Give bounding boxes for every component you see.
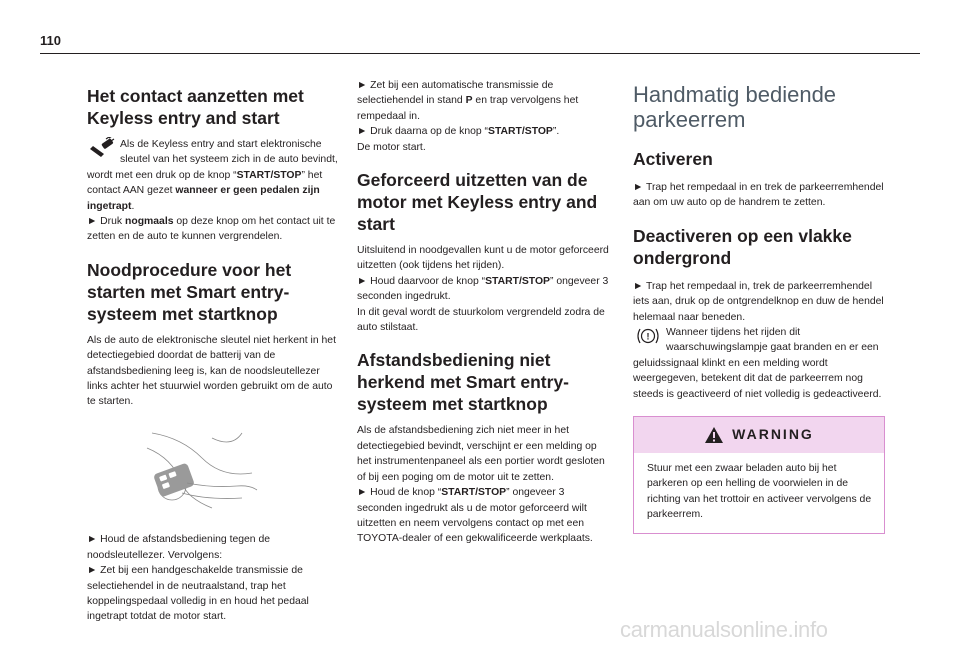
parking-brake-warning-icon [633,325,663,347]
heading-not-recognized: Afstandsbediening niet herkend met Smart entry-systeem met startknop [357,350,570,415]
paragraph-press-start: ► Druk daarna op de knop “START/STOP”. [357,126,560,138]
key-fob-icon [87,137,117,159]
warning-header [634,417,884,453]
warning-title: WARNING [732,426,814,443]
paragraph-forced-2: ► Houd daarvoor de knop “START/STOP” ongeveer 3 seconden ingedrukt. [357,275,609,303]
warning-box [633,416,885,534]
paragraph-deactivate: ► Trap het rempedaal in, trek de parkeerremhendel iets aan, druk op de ontgrendelknop en duw de hendel helemaal naar beneden. [633,280,884,323]
heading-forced-stop: Geforceerd uitzetten van de motor met Keyless entry and start [357,170,598,235]
section-title-parking-brake: Handmatig bediende parkeerrem [633,82,837,132]
paragraph-auto-transmission: ► Zet bij een automatische transmissie de selectiehendel in stand P en trap vervolgens het rempedaal in. [357,80,579,122]
paragraph-activate: ► Trap het rempedaal in en trek de parkeerremhendel aan om uw auto op de handrem te zetten. [633,182,884,209]
header-rule [40,53,920,54]
paragraph-forced-1: Uitsluitend in noodgevallen kunt u de motor geforceerd uitzetten (ook tijdens het rijden). [357,245,609,272]
paragraph-not-recognized-2: ► Houd de knop “START/STOP” ongeveer 3 seconden ingedrukt als u de motor geforceerd wilt uitzetten en neem vervolgens contact op met een TOYOTA-dealer of een gekwalificeerde werkplaats. [357,487,593,545]
column-3 [633,78,885,534]
column-2 [357,78,609,561]
heading-emergency-start: Noodprocedure voor het starten met Smart entry-systeem met startknop [87,259,292,324]
paragraph-not-recognized: Als de afstandsbediening zich niet meer in het detectiegebied bevindt, verschijnt er een melding op het instrumentenpaneel als een portier wordt gesloten of bij een poging om de motor uit te zetten. [357,425,605,483]
paragraph-forced-3: In dit geval wordt de stuurkolom vergrendeld zodra de auto stilstaat. [357,306,605,334]
warning-triangle-icon [704,426,724,444]
key-reader-illustration [142,428,262,513]
svg-text:!: ! [646,331,650,342]
warning-text: Stuur met een zwaar beladen auto bij het parkeren op een helling de voorwielen in de richting van het trottoir en activeer vervolgens de parkeerrem. [647,463,872,521]
paragraph-warning-lamp: ! Wanneer tijdens het rijden dit waarschuwingslampje gaat branden en er een geluidssignaal klinkt en een melding wordt weergegeven, betekent dit dat de parkeerrem nog steeds is geactiveerd of niet volledig is gedeactiveerd. [633,327,882,400]
paragraph-emergency: Als de auto de elektronische sleutel niet herkent in het detectiegebied doordat de batterij van de afstandsbediening leeg is, kan de noodsleutellezer links achter het stuurwiel worden gebruikt om de auto te starten. [87,334,336,408]
heading-keyless-start: Het contact aanzetten met Keyless entry and start [87,86,304,128]
paragraph-keyless: Als de Keyless entry and start elektronische sleutel van het systeem zich in de auto bevindt, wordt met een druk op de knop “START/STOP” het contact AAN gezet wanneer er geen pedalen zijn ingetrapt. ► Druk nogmaals op deze knop om het contact uit te zetten en de auto te kunnen vergrendelen. [87,137,339,245]
page-number: 110 [40,33,61,48]
paragraph-engine-starts: De motor start. [357,141,426,153]
paragraph-manual-transmission: ► Zet bij een handgeschakelde transmissie de selectiehendel in de neutraalstand, trap het koppelingspedaal volledig in en houd het pedaal ingetrapt totdat de motor start. [87,565,309,623]
heading-deactivate: Deactiveren op een vlakke ondergrond [633,225,852,268]
footer-watermark: carmanualsonline.info [620,617,828,642]
heading-activate: Activeren [633,149,713,169]
paragraph-hold-fob: ► Houd de afstandsbediening tegen de noodsleutellezer. Vervolgens: [87,534,271,561]
column-1 [87,78,339,639]
